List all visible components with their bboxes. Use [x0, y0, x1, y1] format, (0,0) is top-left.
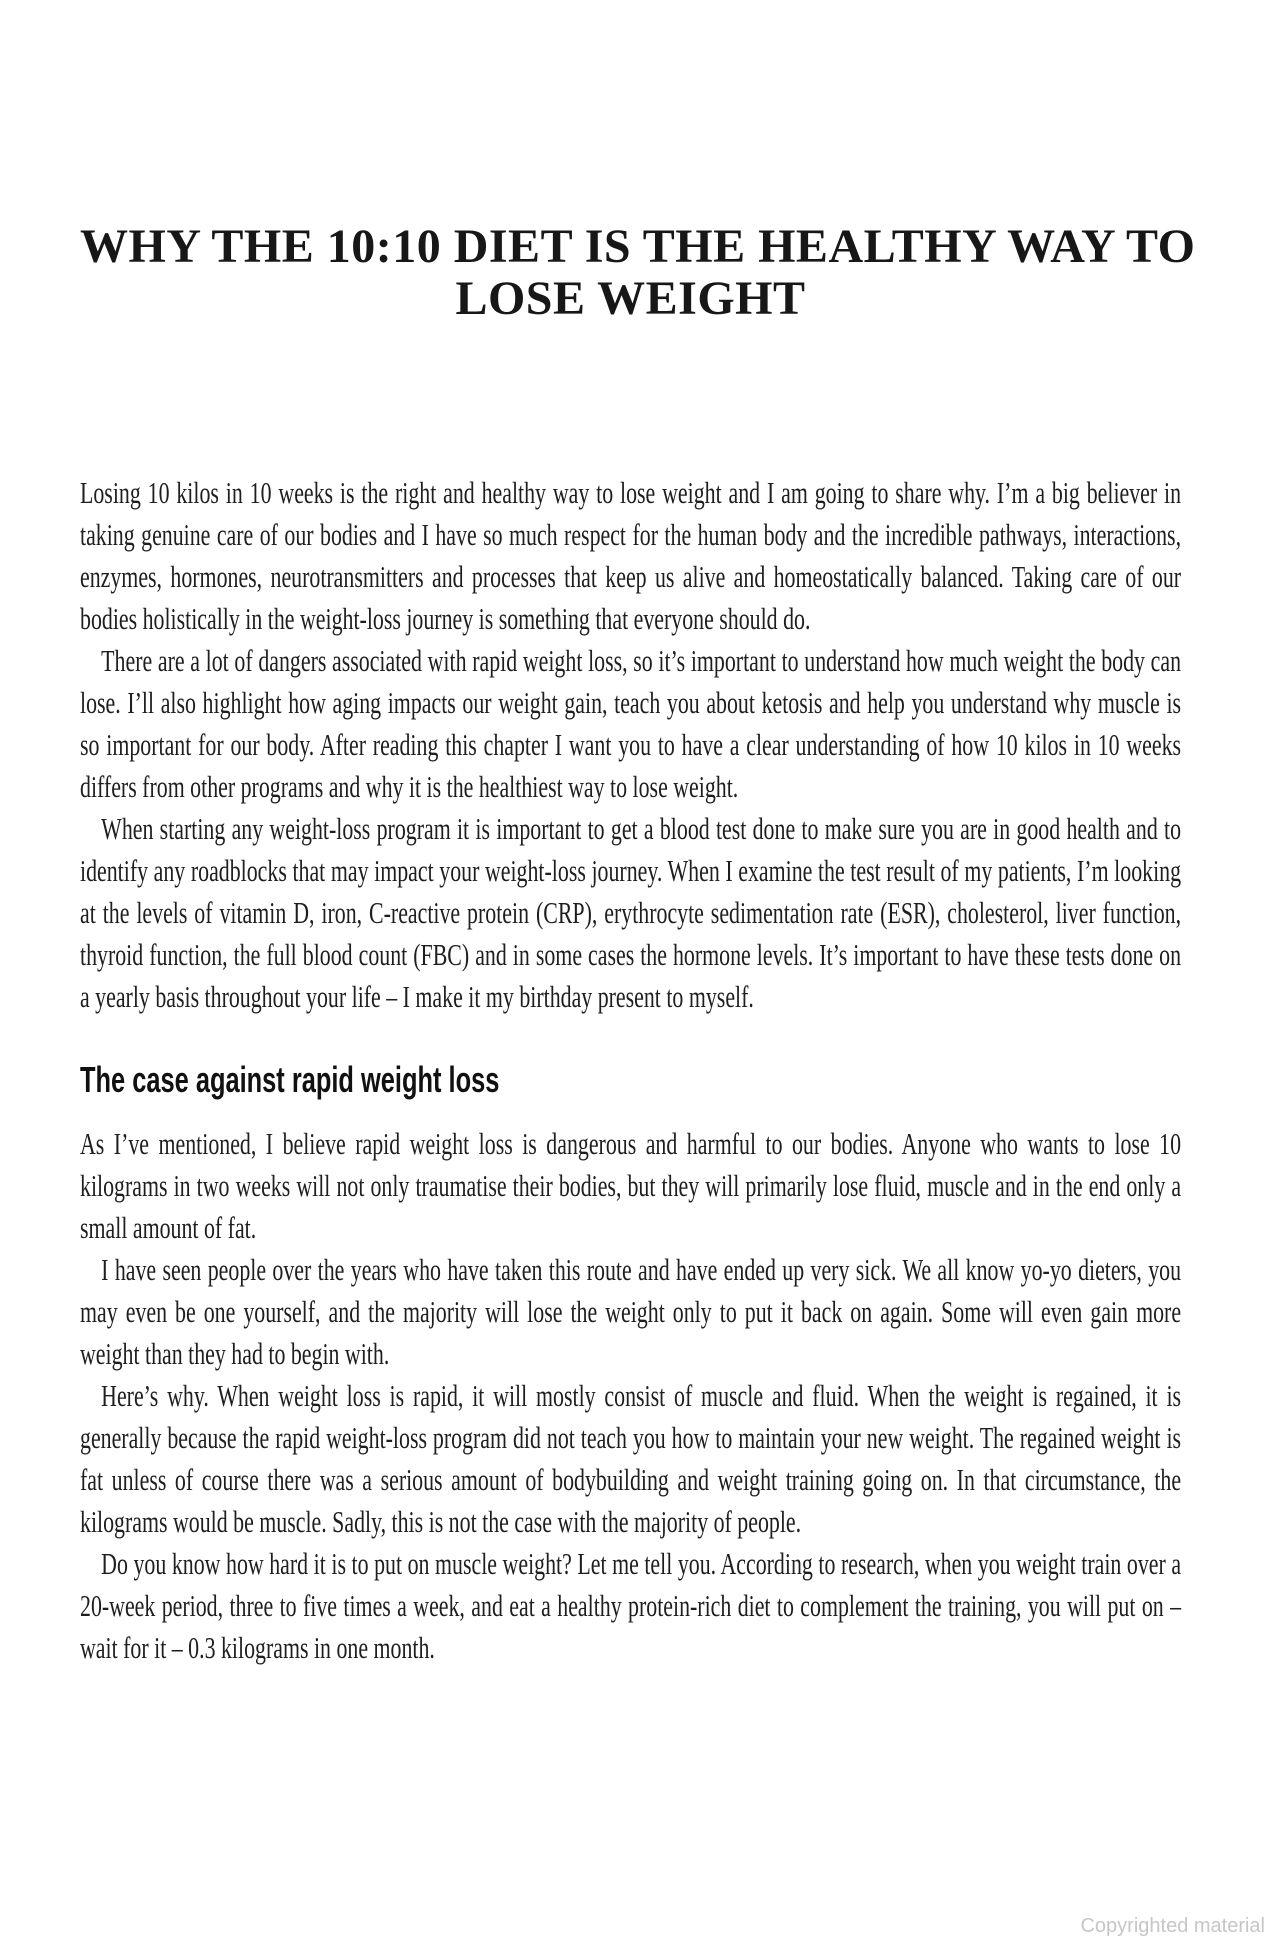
- intro-paragraph-3: When starting any weight-loss program it is important to get a blood test done to make sure you are in good health and to identify any roadblocks that may impact your weight-loss journey. When I examine the test result of my patients, I’m looking at the levels of vitamin D, iron, C-reactive protein (CRP), erythrocyte sedimentation rate (ESR), cholesterol, liver function, thyroid function, the full blood count (FBC) and in some cases the hormone levels. It’s important to have these tests done on a yearly basis throughout your life – I make it my birthday present to myself.: [80, 811, 1182, 1014]
- section-heading: The case against rapid weight loss: [80, 1059, 500, 1100]
- section-paragraph-3: Here’s why. When weight loss is rapid, it will mostly consist of muscle and fluid. When the weight is regained, it is generally because the rapid weight-loss program did not teach you how to maintain your new weight. The regained weight is fat unless of course there was a serious amount of bodybuilding and weight training going on. In that circumstance, the kilograms would be muscle. Sadly, this is not the case with the majority of people.: [80, 1378, 1182, 1539]
- body-text-column: [80, 472, 1181, 1669]
- intro-paragraph-2: There are a lot of dangers associated with rapid weight loss, so it’s important to understand how much weight the body can lose. I’ll also highlight how aging impacts our weight gain, teach you about ketosis and help you understand why muscle is so important for our body. After reading this chapter I want you to have a clear understanding of how 10 kilos in 10 weeks differs from other programs and why it is the healthiest way to lose weight.: [80, 643, 1182, 804]
- section-paragraph-1: As I’ve mentioned, I believe rapid weight loss is dangerous and harmful to our bodies. Anyone who wants to lose 10 kilograms in two weeks will not only traumatise their bodies, but they will primarily lose fluid, muscle and in the end only a small amount of fat.: [80, 1126, 1182, 1245]
- section-paragraph-2: I have seen people over the years who have taken this route and have ended up very sick. We all know yo-yo dieters, you may even be one yourself, and the majority will lose the weight only to put it back on again. Some will even gain more weight than they had to begin with.: [80, 1252, 1182, 1371]
- chapter-title: [80, 220, 1196, 325]
- intro-paragraph-1: Losing 10 kilos in 10 weeks is the right and healthy way to lose weight and I am going to share why. I’m a big believer in taking genuine care of our bodies and I have so much respect for the human body and the incredible pathways, interactions, enzymes, hormones, neurotransmitters and processes that keep us alive and homeostatically balanced. Taking care of our bodies holistically in the weight-loss journey is something that everyone should do.: [80, 475, 1182, 636]
- chapter-title-line-2: LOSE WEIGHT: [455, 272, 806, 325]
- copyright-watermark: Copyrighted material: [1080, 1915, 1265, 1937]
- section-paragraph-4: Do you know how hard it is to put on muscle weight? Let me tell you. According to research, when you weight train over a 20-week period, three to five times a week, and eat a healthy protein-rich diet to complement the training, you will put on – wait for it – 0.3 kilograms in one month.: [80, 1546, 1182, 1665]
- chapter-title-line-1: WHY THE 10:10 DIET IS THE HEALTHY WAY TO: [80, 220, 1196, 273]
